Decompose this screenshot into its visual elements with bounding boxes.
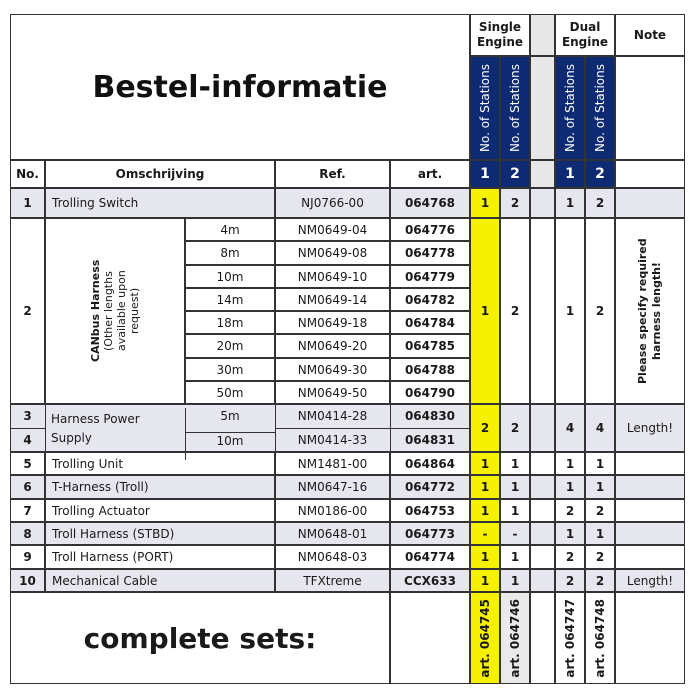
stations-header-s1: No. of Stations: [470, 56, 500, 160]
canbus-len: 8m: [185, 241, 275, 265]
canbus-title: CANbus Harness: [89, 259, 102, 363]
canbus-ref: NM0649-04: [275, 218, 390, 241]
canbus-len: 30m: [185, 358, 275, 381]
row-9-note: [615, 545, 685, 569]
canbus-ref: NM0649-14: [275, 288, 390, 311]
row-10-d2: 2: [585, 569, 615, 592]
row-9-s1: 1: [470, 545, 500, 569]
canbus-art: 064784: [390, 311, 470, 334]
row-10-spacer: [530, 569, 555, 592]
row-10-s1: 1: [470, 569, 500, 592]
row-9-s2: 1: [500, 545, 530, 569]
row-9-d2: 2: [585, 545, 615, 569]
complete-set-s2: art. 064746: [500, 592, 530, 684]
col-header-s2: 2: [500, 160, 530, 188]
row-9-art: 064774: [390, 545, 470, 569]
row-7-note: [615, 499, 685, 522]
row-2-no: 2: [10, 218, 45, 404]
row-9-d1: 2: [555, 545, 585, 569]
power-spacer: [530, 404, 555, 452]
row-6-s1: 1: [470, 475, 500, 499]
row-6-s2: 1: [500, 475, 530, 499]
row-5-no: 5: [10, 452, 45, 475]
row-8-s1: -: [470, 522, 500, 545]
row-5-desc: Trolling Unit: [45, 452, 275, 475]
canbus-art: 064790: [390, 381, 470, 404]
canbus-ref: NM0649-30: [275, 358, 390, 381]
power-desc: Harness Power Supply: [51, 412, 140, 445]
page-title: Bestel-informatie: [92, 69, 388, 105]
row-2-spacer: [530, 218, 555, 404]
power-art-5: 064830: [404, 409, 456, 423]
canbus-desc: [45, 218, 185, 404]
row-1-art: 064768: [390, 188, 470, 218]
row-6-d1: 1: [555, 475, 585, 499]
row-6-ref: NM0647-16: [275, 475, 390, 499]
single-engine-header: Single Engine: [470, 14, 530, 56]
complete-set-s1: art. 064745: [470, 592, 500, 684]
row-10-note: Length!: [615, 569, 685, 592]
row-6-no: 6: [10, 475, 45, 499]
canbus-len: 18m: [185, 311, 275, 334]
power-d2: 4: [585, 404, 615, 452]
row-7-no: 7: [10, 499, 45, 522]
col-header-no: No.: [10, 160, 45, 188]
canbus-art: 064785: [390, 334, 470, 358]
row-6-spacer: [530, 475, 555, 499]
canbus-ref: NM0649-08: [275, 241, 390, 265]
row-8-ref: NM0648-01: [275, 522, 390, 545]
power-ref-5: NM0414-28: [297, 409, 368, 423]
row-4-no: 4: [23, 433, 32, 447]
row-5-ref: NM1481-00: [275, 452, 390, 475]
power-ref-10: NM0414-33: [297, 433, 368, 447]
col-header-d1: 1: [555, 160, 585, 188]
col-header-ref: Ref.: [275, 160, 390, 188]
stations-header-d1: No. of Stations: [555, 56, 585, 160]
complete-set-spacer: [530, 592, 555, 684]
canbus-subtitle: (Other lengths available upon request): [102, 270, 141, 352]
row-9-no: 9: [10, 545, 45, 569]
power-len-10: 10m: [216, 434, 244, 448]
row-5-s1: 1: [470, 452, 500, 475]
row-7-art: 064753: [390, 499, 470, 522]
row-10-ref: TFXtreme: [275, 569, 390, 592]
power-d1: 4: [555, 404, 585, 452]
col-header-art: art.: [390, 160, 470, 188]
row-10-no: 10: [10, 569, 45, 592]
power-art-10: 064831: [404, 433, 456, 447]
row-8-art: 064773: [390, 522, 470, 545]
row-5-spacer: [530, 452, 555, 475]
row-7-ref: NM0186-00: [275, 499, 390, 522]
col-header-d2: 2: [585, 160, 615, 188]
stations-header-d2: No. of Stations: [585, 56, 615, 160]
canbus-ref: NM0649-50: [275, 381, 390, 404]
note-header-blank: [615, 56, 685, 160]
row-7-s2: 1: [500, 499, 530, 522]
col-header-omschrijving: Omschrijving: [45, 160, 275, 188]
row-2-d1: 1: [555, 218, 585, 404]
row-1-d1: 1: [555, 188, 585, 218]
row-9-spacer: [530, 545, 555, 569]
row-2-d2: 2: [585, 218, 615, 404]
canbus-note: Please specify required harness length!: [636, 238, 663, 384]
row-9-ref: NM0648-03: [275, 545, 390, 569]
row-5-d2: 1: [585, 452, 615, 475]
row-6-art: 064772: [390, 475, 470, 499]
row-5-art: 064864: [390, 452, 470, 475]
row-1-desc: Trolling Switch: [45, 188, 275, 218]
stations-header-s2: No. of Stations: [500, 56, 530, 160]
title-cell: [10, 14, 470, 160]
row-8-spacer: [530, 522, 555, 545]
row-8-s2: -: [500, 522, 530, 545]
power-s2: 2: [500, 404, 530, 452]
row-1-s2: 2: [500, 188, 530, 218]
row-8-d2: 1: [585, 522, 615, 545]
row-9-desc: Troll Harness (PORT): [45, 545, 275, 569]
row-6-desc: T-Harness (Troll): [45, 475, 275, 499]
canbus-art: 064776: [390, 218, 470, 241]
row-1-d2: 2: [585, 188, 615, 218]
row-7-d2: 2: [585, 499, 615, 522]
row-3-no: 3: [23, 409, 32, 423]
row-5-note: [615, 452, 685, 475]
complete-set-d1: art. 064747: [555, 592, 585, 684]
row-1-spacer: [530, 188, 555, 218]
canbus-len: 20m: [185, 334, 275, 358]
row-8-d1: 1: [555, 522, 585, 545]
spacer-header: [530, 14, 555, 56]
complete-set-d2: art. 064748: [585, 592, 615, 684]
dual-engine-header: Dual Engine: [555, 14, 615, 56]
row-1-s1: 1: [470, 188, 500, 218]
row-2-s2: 2: [500, 218, 530, 404]
row-1-ref: NJ0766-00: [275, 188, 390, 218]
row-8-note: [615, 522, 685, 545]
col-header-spacer: [530, 160, 555, 188]
power-len-5: 5m: [220, 409, 240, 423]
row-5-s2: 1: [500, 452, 530, 475]
canbus-len: 4m: [185, 218, 275, 241]
canbus-art: 064779: [390, 265, 470, 288]
row-6-note: [615, 475, 685, 499]
complete-sets-label: complete sets:: [83, 621, 317, 655]
row-6-d2: 1: [585, 475, 615, 499]
row-10-d1: 2: [555, 569, 585, 592]
canbus-len: 50m: [185, 381, 275, 404]
row-1-note: [615, 188, 685, 218]
canbus-art: 064788: [390, 358, 470, 381]
col-header-note: [615, 160, 685, 188]
order-table: [10, 14, 685, 684]
canbus-ref: NM0649-18: [275, 311, 390, 334]
canbus-art: 064782: [390, 288, 470, 311]
canbus-ref: NM0649-20: [275, 334, 390, 358]
row-2-note: [615, 218, 685, 404]
power-s1: 2: [470, 404, 500, 452]
row-1-no: 1: [10, 188, 45, 218]
row-2-s1: 1: [470, 218, 500, 404]
row-10-desc: Mechanical Cable: [45, 569, 275, 592]
complete-set-note: [615, 592, 685, 684]
note-header: Note: [615, 14, 685, 56]
row-7-s1: 1: [470, 499, 500, 522]
canbus-len: 14m: [185, 288, 275, 311]
canbus-len: 10m: [185, 265, 275, 288]
canbus-art: 064778: [390, 241, 470, 265]
row-8-no: 8: [10, 522, 45, 545]
row-7-d1: 2: [555, 499, 585, 522]
power-note: Length!: [615, 404, 685, 452]
row-8-desc: Troll Harness (STBD): [45, 522, 275, 545]
col-header-s1: 1: [470, 160, 500, 188]
row-10-art: CCX633: [390, 569, 470, 592]
row-7-spacer: [530, 499, 555, 522]
row-7-desc: Trolling Actuator: [45, 499, 275, 522]
row-10-s2: 1: [500, 569, 530, 592]
complete-sets-art-blank: [390, 592, 470, 684]
canbus-ref: NM0649-10: [275, 265, 390, 288]
spacer-stations: [530, 56, 555, 160]
row-5-d1: 1: [555, 452, 585, 475]
complete-sets-label-cell: [10, 592, 390, 684]
